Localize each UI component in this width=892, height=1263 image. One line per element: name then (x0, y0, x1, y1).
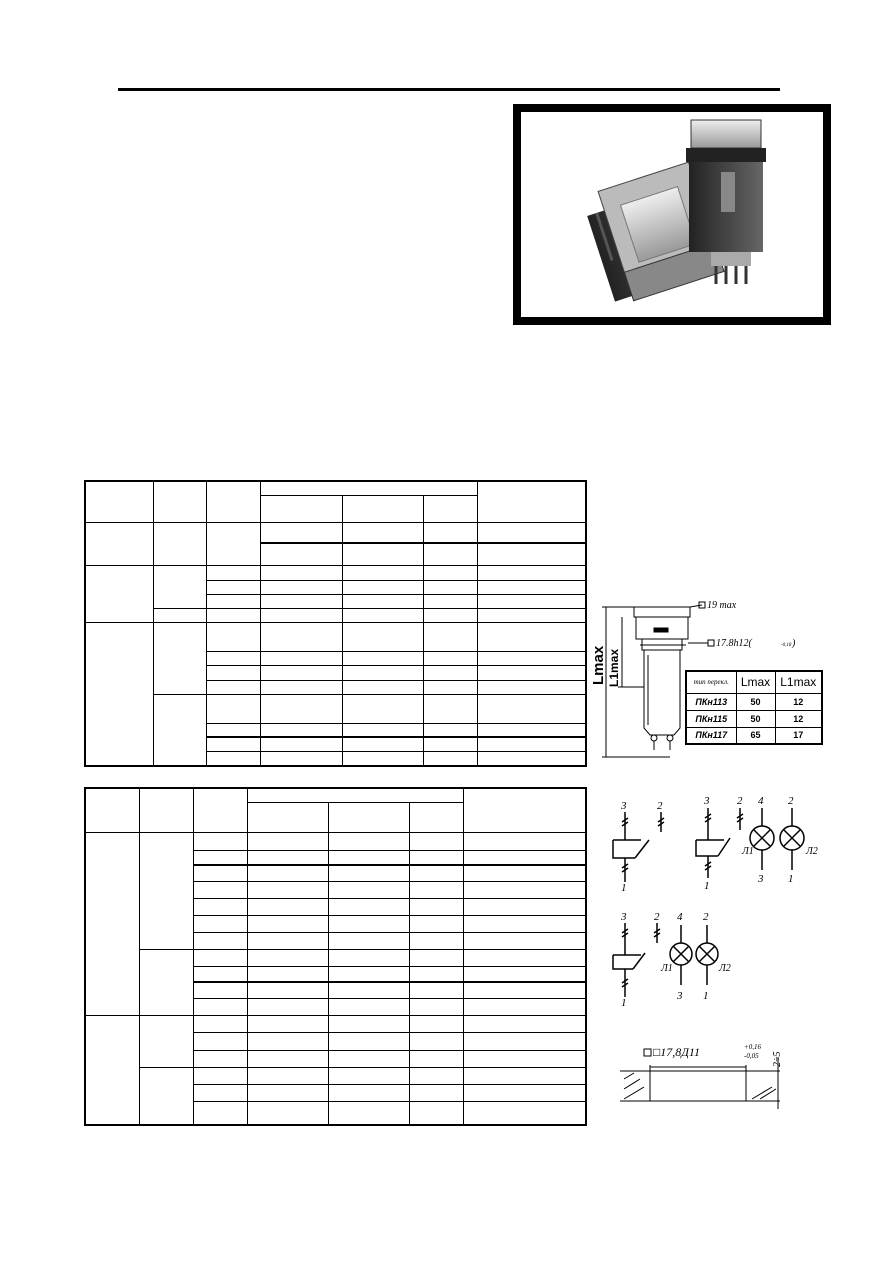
spec-table-2 (84, 787, 587, 1126)
schem-c-label-3: 3 (621, 911, 627, 923)
schem-b-label-1b: 1 (788, 873, 794, 885)
schem-b-lamp-1: Л1 (742, 846, 754, 857)
cutout-tol-upper: +0,16 (744, 1043, 761, 1051)
schem-b-label-1: 1 (704, 880, 710, 892)
schem-b-label-4: 4 (758, 795, 764, 807)
schem-a-label-2: 2 (657, 800, 663, 812)
schem-b-label-2: 2 (737, 795, 743, 807)
square-tol-small: -0,18 (781, 643, 792, 648)
spec-table-1 (84, 480, 587, 767)
square-size-label: 19 max (707, 600, 737, 611)
dim-lmax: Lmax (590, 645, 607, 685)
lmax-header-l1max: L1max (775, 671, 822, 693)
lmax-row-l1max: 12 (775, 710, 822, 727)
lmax-row-type: ПКн117 (686, 727, 736, 744)
schem-c-label-3b: 3 (677, 990, 683, 1002)
square-tol-label: 17.8h12( (716, 638, 752, 649)
lmax-row-lmax: 50 (736, 710, 775, 727)
lmax-row-lmax: 50 (736, 693, 775, 710)
cutout-label: □17,8Д11 (653, 1045, 700, 1059)
lmax-table (685, 670, 823, 745)
lmax-header-type: тип перекл. (686, 671, 736, 693)
schem-c-label-1b: 1 (703, 990, 709, 1002)
cutout-tol-lower: -0,05 (744, 1052, 759, 1060)
schem-c-lamp-1: Л1 (661, 963, 673, 974)
schem-c-label-1: 1 (621, 997, 627, 1009)
schem-b-lamp-2: Л2 (806, 846, 818, 857)
lmax-row-type: ПКн113 (686, 693, 736, 710)
schem-c-lamp-2: Л2 (719, 963, 731, 974)
lmax-row-type: ПКн115 (686, 710, 736, 727)
product-photo (521, 112, 823, 317)
cutout-thickness: 2÷5 (772, 1051, 783, 1067)
svg-text:): ) (792, 638, 796, 649)
schem-c-label-2: 2 (654, 911, 660, 923)
header-rule (118, 88, 780, 91)
panel-cutout-drawing (620, 1037, 790, 1115)
schem-a-label-3: 3 (621, 800, 627, 812)
schematic-c (605, 907, 735, 1007)
schem-b-label-3: 3 (704, 795, 710, 807)
schem-a-label-1: 1 (621, 882, 627, 894)
schem-b-label-2b: 2 (788, 795, 794, 807)
lmax-row-l1max: 17 (775, 727, 822, 744)
schem-c-label-4: 4 (677, 911, 683, 923)
lmax-row-l1max: 12 (775, 693, 822, 710)
schem-c-label-2b: 2 (703, 911, 709, 923)
lmax-row-lmax: 65 (736, 727, 775, 744)
schematic-a (605, 796, 685, 892)
switch-photo-illustration (521, 112, 823, 317)
dim-l1max: L1max (607, 648, 621, 687)
schem-b-label-3b: 3 (758, 873, 764, 885)
schematic-b (690, 790, 830, 890)
lmax-header-lmax: Lmax (736, 671, 775, 693)
